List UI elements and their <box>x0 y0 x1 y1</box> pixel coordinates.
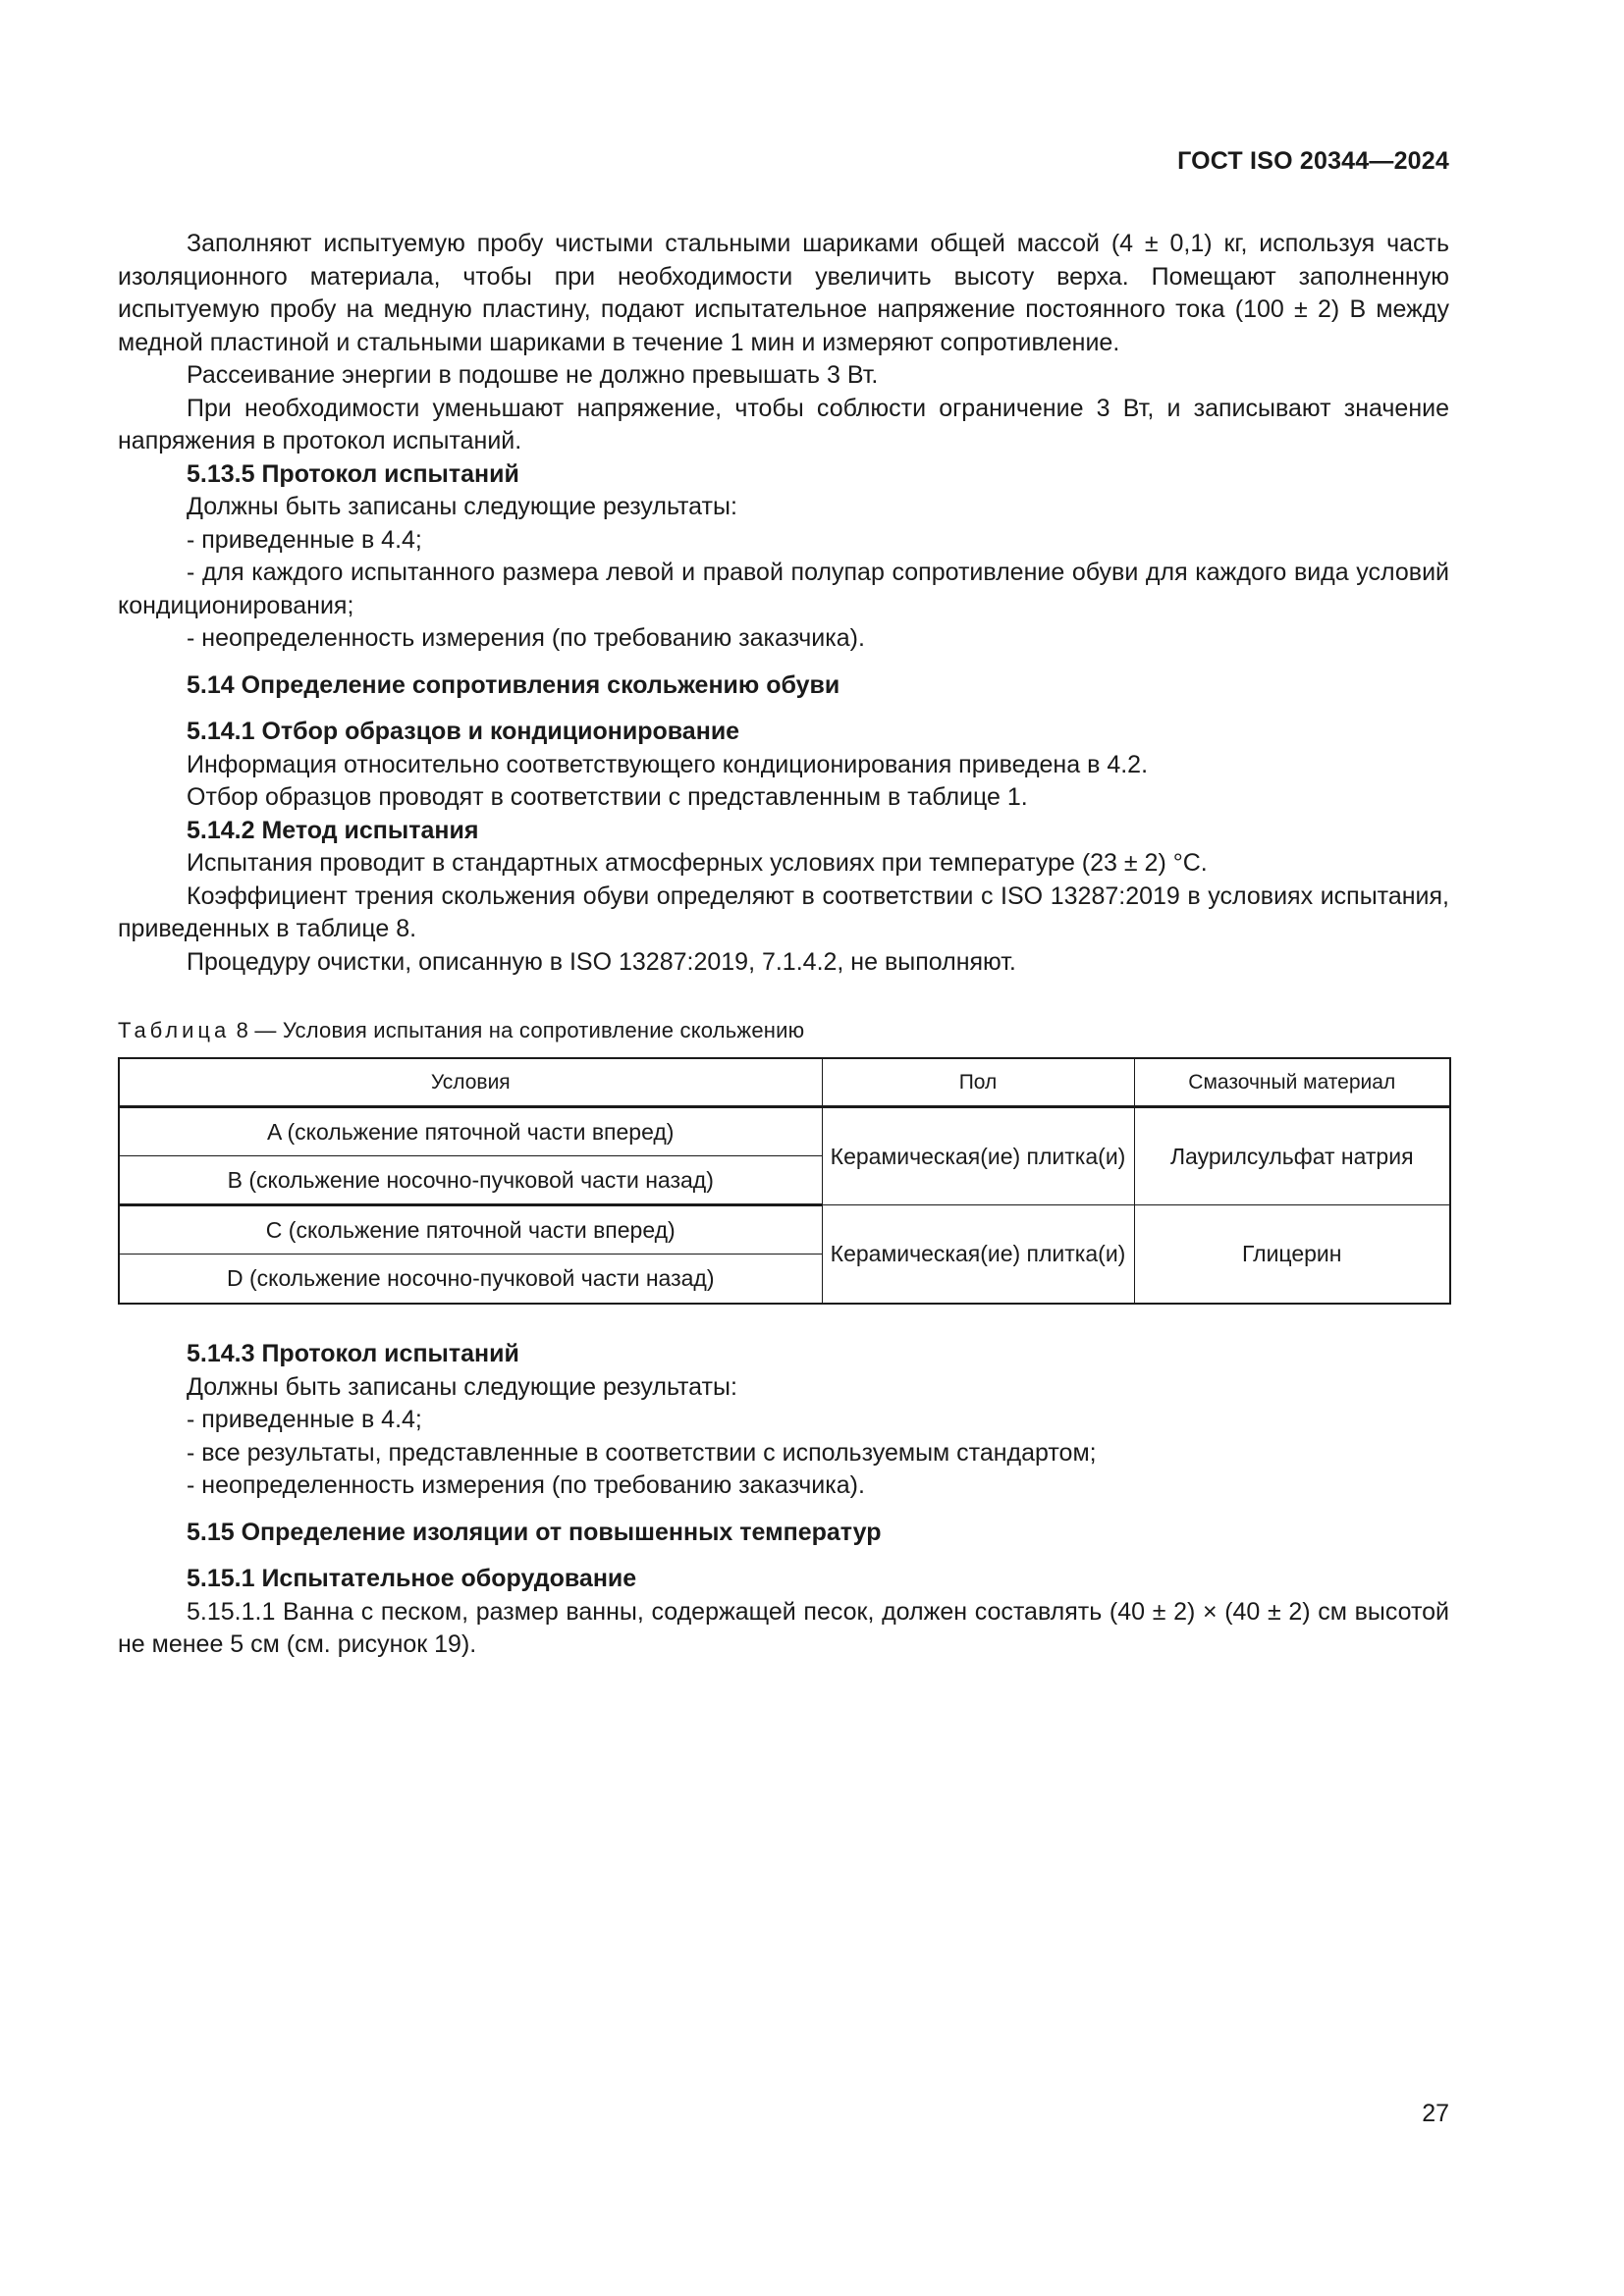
heading-5-13-5: 5.13.5 Протокол испытаний <box>187 459 519 488</box>
table-caption-title: 8 — Условия испытания на сопротивление скольжению <box>230 1018 805 1042</box>
table-cell-condition: A (скольжение пяточной части вперед) <box>119 1107 822 1156</box>
paragraph-cleaning-procedure: Процедуру очистки, описанную в ISO 13287:2019, 7.1.4.2, не выполняют. <box>187 947 1016 976</box>
heading-5-14-1: 5.14.1 Отбор образцов и кондиционирование <box>187 718 740 745</box>
table-row <box>119 1205 1450 1255</box>
paragraph-friction-coefficient: Коэффициент трения скольжения обуви определяют в соответствии с ISO 13287:2019 в условиях испытания, приведенных в таблице 8. <box>118 881 1449 942</box>
paragraph-conditioning-info: Информация относительно соответствующего кондиционирования приведена в 4.2. <box>187 750 1149 778</box>
heading-5-15-1: 5.15.1 Испытательное оборудование <box>187 1565 637 1592</box>
heading-5-14-2: 5.14.2 Метод испытания <box>187 816 479 844</box>
table-row <box>119 1107 1450 1156</box>
table-cell-lubricant: Лаурилсульфат натрия <box>1134 1107 1450 1205</box>
list-item: - приведенные в 4.4; <box>187 525 422 554</box>
column-header-lubricant: Смазочный материал <box>1134 1058 1450 1107</box>
heading-5-14-3: 5.14.3 Протокол испытаний <box>187 1340 519 1367</box>
paragraph-test-atmosphere: Испытания проводит в стандартных атмосферных условиях при температуре (23 ± 2) °C. <box>187 849 1208 877</box>
paragraph-results-intro: Должны быть записаны следующие результаты: <box>187 1372 737 1401</box>
heading-5-14: 5.14 Определение сопротивления скольжению обуви <box>187 670 840 699</box>
table-cell-condition: B (скольжение носочно-пучковой части назад) <box>119 1156 822 1205</box>
page-number: 27 <box>1422 2100 1449 2127</box>
list-item: - для каждого испытанного размера левой и правой полупар сопротивление обуви для каждого вида условий кондиционирования; <box>118 559 1449 619</box>
table-cell-condition: D (скольжение носочно-пучковой части назад) <box>119 1255 822 1304</box>
section-5-13-continued <box>118 228 1449 979</box>
standard-designation: ГОСТ ISO 20344—2024 <box>1177 147 1449 175</box>
list-item: - приведенные в 4.4; <box>187 1406 422 1433</box>
list-item: - все результаты, представленные в соответствии с используемым стандартом; <box>187 1438 1097 1467</box>
section-5-14-3-and-5-15 <box>118 1338 1449 1662</box>
table-cell-floor: Керамическая(ие) плитка(и) <box>822 1205 1134 1304</box>
column-header-floor: Пол <box>822 1058 1134 1107</box>
table-cell-lubricant: Глицерин <box>1134 1205 1450 1304</box>
column-header-conditions: Условия <box>119 1058 822 1107</box>
list-item: - неопределенность измерения (по требованию заказчика). <box>187 1471 865 1499</box>
table-caption <box>118 1018 804 1043</box>
paragraph-power-dissipation: Рассеивание энергии в подошве не должно превышать 3 Вт. <box>187 361 879 389</box>
list-item: - неопределенность измерения (по требованию заказчика). <box>187 624 865 652</box>
paragraph-results-intro: Должны быть записаны следующие результаты: <box>187 493 737 520</box>
paragraph-sampling: Отбор образцов проводят в соответствии с представленным в таблице 1. <box>187 783 1028 811</box>
table-cell-condition: C (скольжение пяточной части вперед) <box>119 1205 822 1255</box>
paragraph-sand-bath: 5.15.1.1 Ванна с песком, размер ванны, содержащей песок, должен составлять (40 ± 2) × (40 ± 2) см высотой не менее 5 см (см. рисунок 19). <box>118 1597 1449 1658</box>
table-8-slip-conditions <box>118 1057 1451 1305</box>
paragraph-test-procedure: Заполняют испытуемую пробу чистыми стальными шариками общей массой (4 ± 0,1) кг, используя часть изоляционного материала, чтобы при необходимости увеличить высоту верха. Помещают заполненную испытуемую пробу на медную пластину, подают испытательное напряжение постоянного тока (100 ± 2) В между медной пластиной и стальными шариками в течение 1 мин и измеряют сопротивление. <box>118 230 1449 356</box>
table-cell-floor: Керамическая(ие) плитка(и) <box>822 1107 1134 1205</box>
heading-5-15: 5.15 Определение изоляции от повышенных температур <box>187 1518 882 1546</box>
paragraph-voltage-reduction: При необходимости уменьшают напряжение, чтобы соблюсти ограничение 3 Вт, и записывают значение напряжения в протокол испытаний. <box>118 394 1449 454</box>
table-caption-label: Таблица <box>118 1018 231 1042</box>
table-header-row <box>119 1058 1450 1107</box>
